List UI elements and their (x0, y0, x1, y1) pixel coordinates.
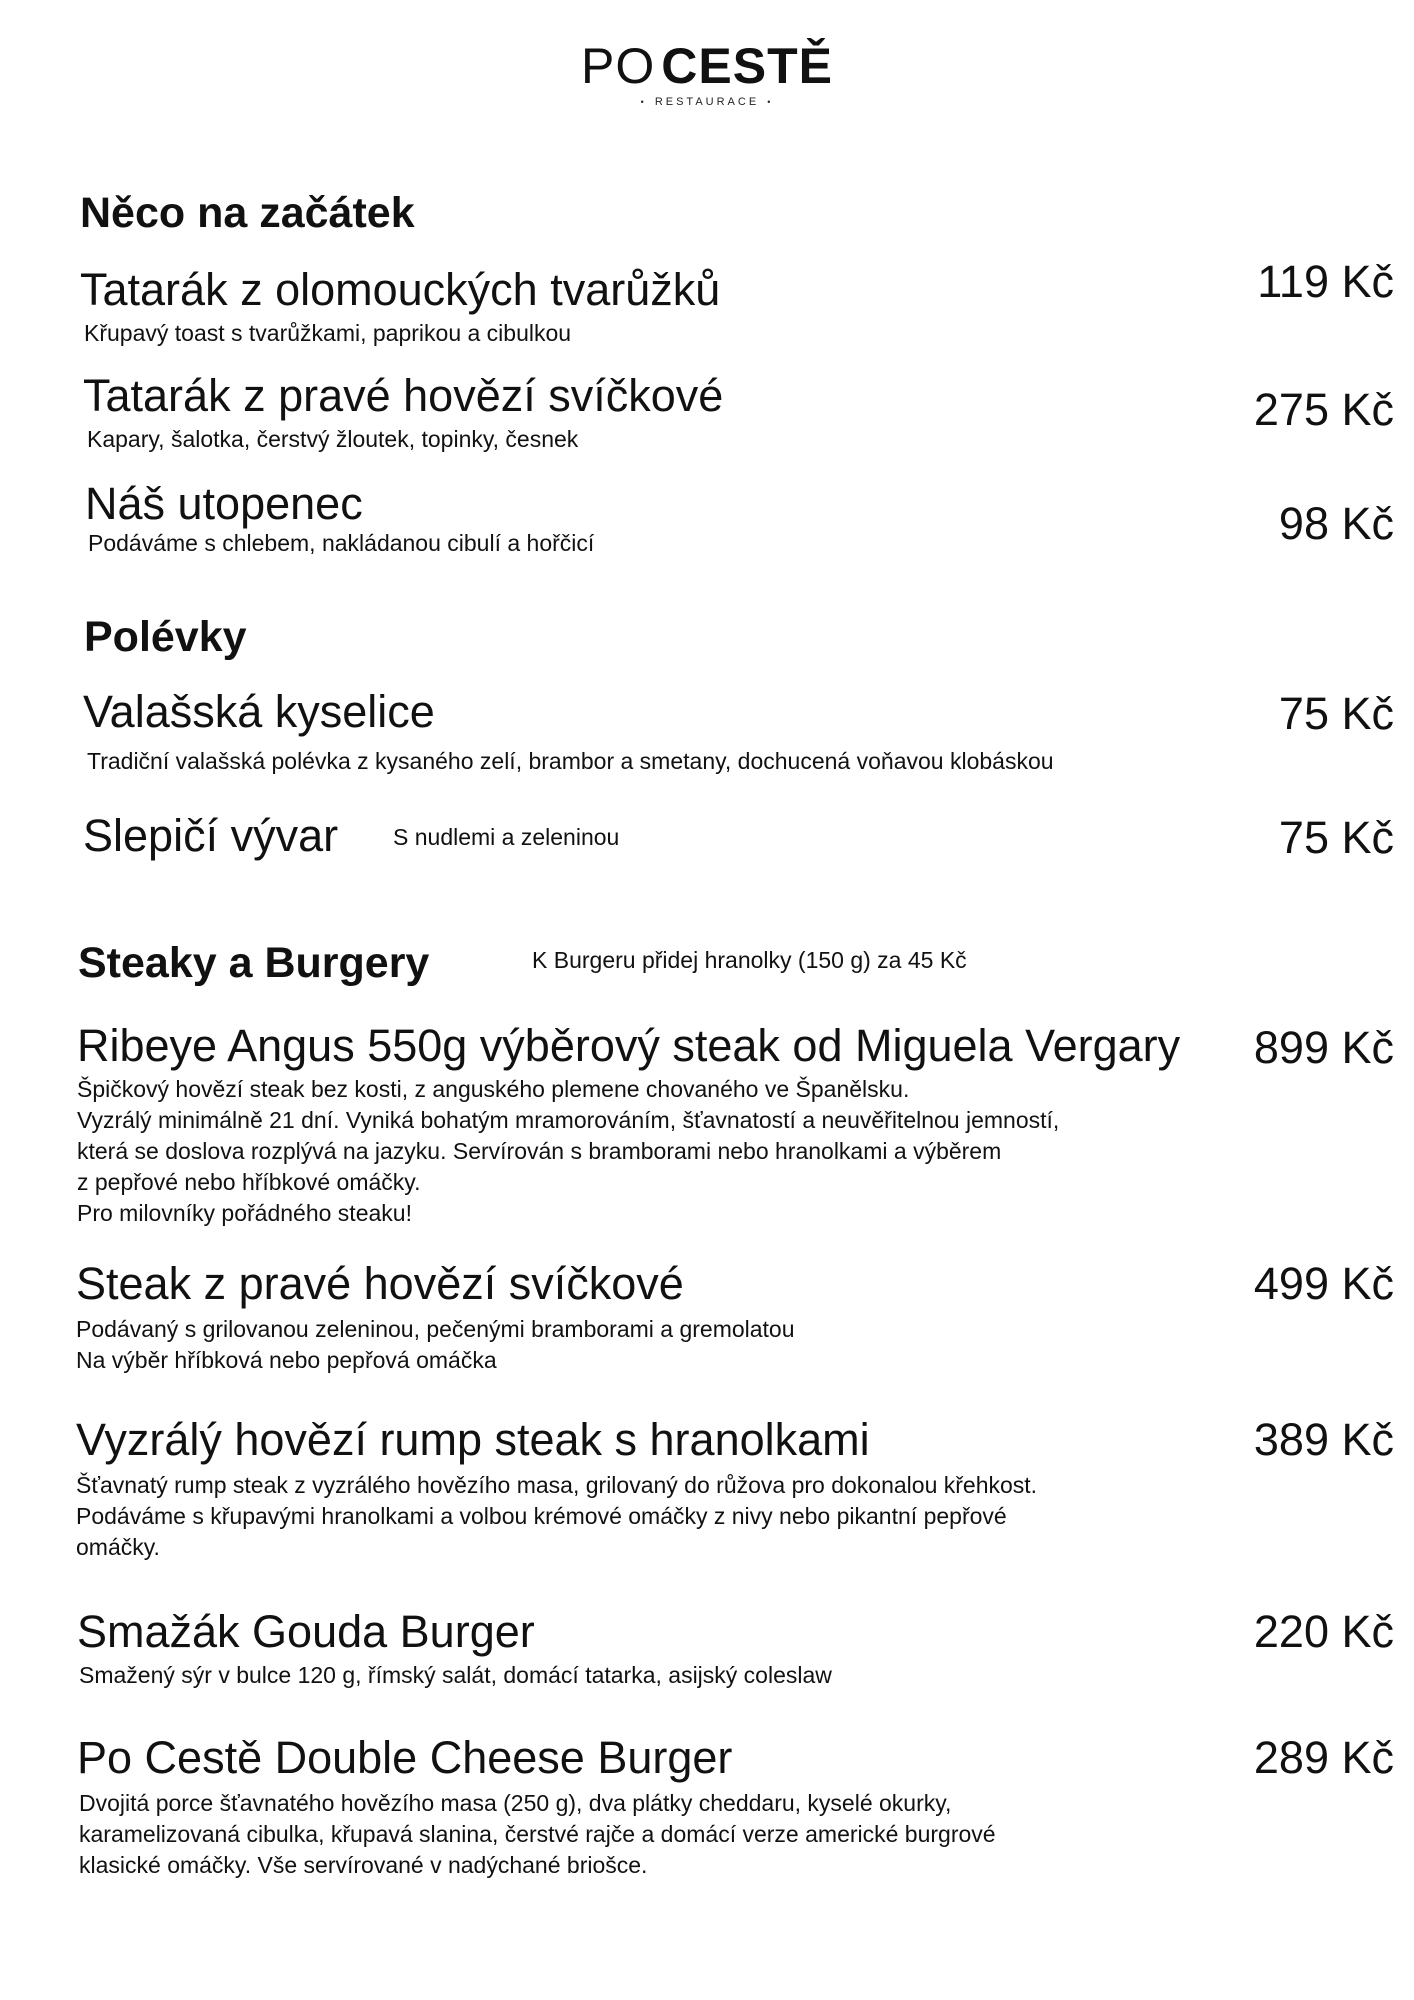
item-name: Po Cestě Double Cheese Burger (77, 1732, 733, 1783)
item-price: 75 Kč (1278, 812, 1394, 863)
item-price: 275 Kč (1253, 384, 1394, 435)
item-name: Valašská kyselice (83, 686, 435, 737)
section-note: K Burgeru přidej hranolky (150 g) za 45 Kč (532, 947, 967, 973)
section-title-steaks-burgers: Steaky a Burgery (78, 939, 430, 987)
description-line: Podáváme s křupavými hranolkami a volbou krémové omáčky z nivy nebo pikantní pepřové (76, 1503, 1007, 1529)
item-description (79, 1660, 832, 1691)
item-description (87, 746, 1054, 777)
item-price: 75 Kč (1278, 688, 1394, 739)
description-line: Šťavnatý rump steak z vyzrálého hovězího masa, grilovaný do růžova pro dokonalou křehkost. (76, 1472, 1038, 1498)
description-line: Špičkový hovězí steak bez kosti, z anguského plemene chovaného ve Španělsku. (77, 1076, 910, 1102)
logo-po: PO (581, 38, 656, 94)
item-name: Náš utopenec (85, 478, 363, 529)
item-price: 119 Kč (1257, 256, 1394, 307)
item-name: Tatarák z olomouckých tvarůžků (80, 264, 721, 315)
section-title-soups: Polévky (84, 613, 247, 661)
item-description (77, 1074, 1059, 1229)
item-description (79, 1788, 996, 1881)
item-price: 899 Kč (1253, 1022, 1394, 1073)
description-line: Na výběr hříbková nebo pepřová omáčka (76, 1347, 497, 1373)
item-description (76, 1314, 795, 1376)
item-name: Slepičí vývar (83, 810, 339, 861)
description-line: která se doslova rozplývá na jazyku. Servírován s bramborami nebo hranolkami a výběrem (77, 1138, 1002, 1164)
logo-wordmark (0, 38, 1414, 94)
description-line: Kapary, šalotka, čerstvý žloutek, topinky, česnek (87, 426, 579, 452)
restaurant-logo (0, 38, 1414, 108)
description-line: Vyzrálý minimálně 21 dní. Vyniká bohatým mramorováním, šťavnatostí a neuvěřitelnou jemností, (77, 1107, 1060, 1133)
item-price: 220 Kč (1253, 1606, 1394, 1657)
description-line: omáčky. (76, 1534, 160, 1560)
item-price: 499 Kč (1253, 1258, 1394, 1309)
description-line: karamelizovaná cibulka, křupavá slanina, čerstvé rajče a domácí verze americké burgrové (79, 1821, 996, 1847)
description-line: Křupavý toast s tvarůžkami, paprikou a cibulkou (84, 320, 572, 346)
item-name: Smažák Gouda Burger (77, 1606, 535, 1657)
logo-subtitle (0, 96, 1414, 108)
item-description: S nudlemi a zeleninou (393, 824, 620, 850)
description-line: Smažený sýr v bulce 120 g, římský salát, domácí tatarka, asijský coleslaw (79, 1662, 832, 1688)
logo-ceste: CESTĚ (661, 38, 833, 94)
item-name: Steak z pravé hovězí svíčkové (76, 1258, 684, 1309)
description-line: Dvojitá porce šťavnatého hovězího masa (250 g), dva plátky cheddaru, kyselé okurky, (79, 1790, 952, 1816)
section-title-starters: Něco na začátek (80, 189, 415, 237)
item-name: Vyzrálý hovězí rump steak s hranolkami (76, 1414, 870, 1465)
dot-right: • (767, 97, 774, 107)
description-line: Podávaný s grilovanou zeleninou, pečenými bramborami a gremolatou (76, 1316, 795, 1342)
item-price: 98 Kč (1278, 498, 1394, 549)
item-name: Tatarák z pravé hovězí svíčkové (83, 370, 724, 421)
item-name: Ribeye Angus 550g výběrový steak od Miguela Vergary (77, 1020, 1181, 1071)
description-line: Podáváme s chlebem, nakládanou cibulí a hořčicí (88, 530, 595, 556)
item-description (84, 318, 571, 349)
description-line: Tradiční valašská polévka z kysaného zelí, brambor a smetany, dochucená voňavou klobáskou (87, 748, 1054, 774)
description-line: klasické omáčky. Vše servírované v nadýchané briošce. (79, 1852, 648, 1878)
dot-left: • (640, 97, 647, 107)
description-line: z pepřové nebo hříbkové omáčky. (77, 1169, 421, 1195)
description-line: Pro milovníky pořádného steaku! (77, 1200, 412, 1226)
item-description (87, 424, 578, 455)
item-price: 389 Kč (1253, 1414, 1394, 1465)
logo-subtitle-text: RESTAURACE (654, 96, 760, 108)
item-description (88, 528, 594, 559)
item-price: 289 Kč (1253, 1732, 1394, 1783)
item-description (76, 1470, 1037, 1563)
